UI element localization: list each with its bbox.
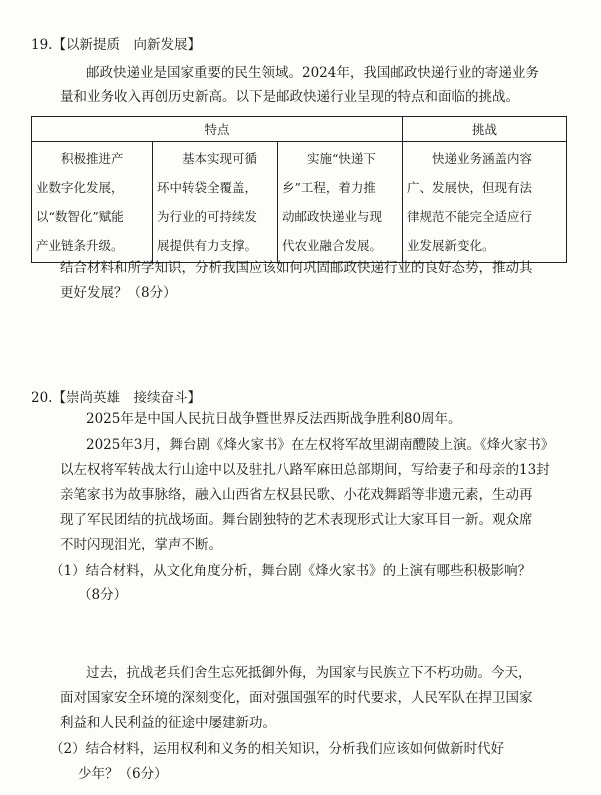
q19-question-line: 更好发展？（8分）	[60, 285, 177, 301]
q19-question-line: 结合材料和所学知识，分析我国应该如何巩固邮政快递行业的良好态势，推动其	[60, 260, 533, 276]
q19-intro-line: 量和业务收入再创历史新高。以下是邮政快递行业呈现的特点和面临的挑战。	[60, 89, 519, 105]
q20-para2-line: 以左权将军转战太行山途中以及驻扎八路军麻田总部期间，写给妻子和母亲的13封	[60, 462, 550, 478]
cell-line: 广、发展快，但现有法	[407, 180, 533, 195]
cell-line: 代农业融合发展。	[282, 238, 383, 253]
cell-line: 动邮政快递业与现	[282, 209, 383, 224]
q20-para3-line: 利益和人民利益的征途中屡建新功。	[60, 715, 276, 731]
cell-line: 业数字化发展，	[36, 180, 124, 195]
table-cell-feature-1	[32, 142, 153, 263]
table-header-features: 特点	[32, 117, 403, 142]
table-header-challenge: 挑战	[403, 117, 567, 142]
cell-line: 环中转袋全覆盖，	[157, 180, 258, 195]
q19-feature-table	[31, 116, 567, 263]
cell-line: 实施“快递下	[307, 151, 376, 166]
cell-line: 快递业务涵盖内容	[432, 151, 533, 166]
table-cell-feature-3	[278, 142, 403, 263]
q20-para2-line: 2025年3月，舞台剧《烽火家书》在左权将军故里湖南醴陵上演。《烽火家书》	[86, 437, 555, 453]
cell-line: 为行业的可持续发	[157, 209, 258, 224]
cell-line: 业发展新变化。	[407, 238, 495, 253]
q20-para3-line: 过去，抗战老兵们舍生忘死抵御外侮，为国家与民族立下不朽功勋。今天，	[86, 665, 532, 681]
cell-line: 展提供有力支撑。	[157, 238, 258, 253]
q19-intro-line: 邮政快递业是国家重要的民生领域。2024年，我国邮政快递行业的寄递业务	[86, 65, 539, 81]
cell-line: 基本实现可循	[182, 151, 258, 166]
q19-heading: 19.【以新提质 向新发展】	[31, 37, 201, 53]
cell-line: 以“数智化”赋能	[36, 209, 124, 224]
q20-heading: 20.【崇尚英雄 接续奋斗】	[31, 390, 201, 406]
cell-line: 积极推进产	[61, 151, 124, 166]
q20-para1: 2025年是中国人民抗日战争暨世界反法西斯战争胜利80周年。	[86, 411, 462, 427]
q20-para2-line: 现了军民团结的抗战场面。舞台剧独特的艺术表现形式让大家耳目一新。观众席	[60, 512, 533, 528]
table-cell-challenge	[403, 142, 567, 263]
q20-para3-line: 面对国家安全环境的深刻变化，面对强国强军的时代要求，人民军队在捍卫国家	[60, 690, 533, 706]
cell-line: 乡”工程，着力推	[282, 180, 376, 195]
q20-para2-line: 不时闪现泪光，掌声不断。	[60, 537, 222, 553]
cell-line: 律规范不能完全适应行	[407, 209, 533, 224]
table-cell-feature-2	[153, 142, 278, 263]
cell-line: 产业链条升级。	[36, 238, 124, 253]
q20-sub2-line: 少年？（6分）	[78, 766, 168, 782]
q20-sub2-line: （2）结合材料，运用权利和义务的相关知识，分析我们应该如何做新时代好	[50, 741, 505, 757]
q20-sub1-line: （8分）	[78, 587, 128, 603]
q20-sub1-line: （1）结合材料，从文化角度分析，舞台剧《烽火家书》的上演有哪些积极影响？	[50, 563, 532, 579]
q20-para2-line: 亲笔家书为故事脉络，融入山西省左权县民歌、小花戏舞蹈等非遗元素，生动再	[60, 487, 533, 503]
